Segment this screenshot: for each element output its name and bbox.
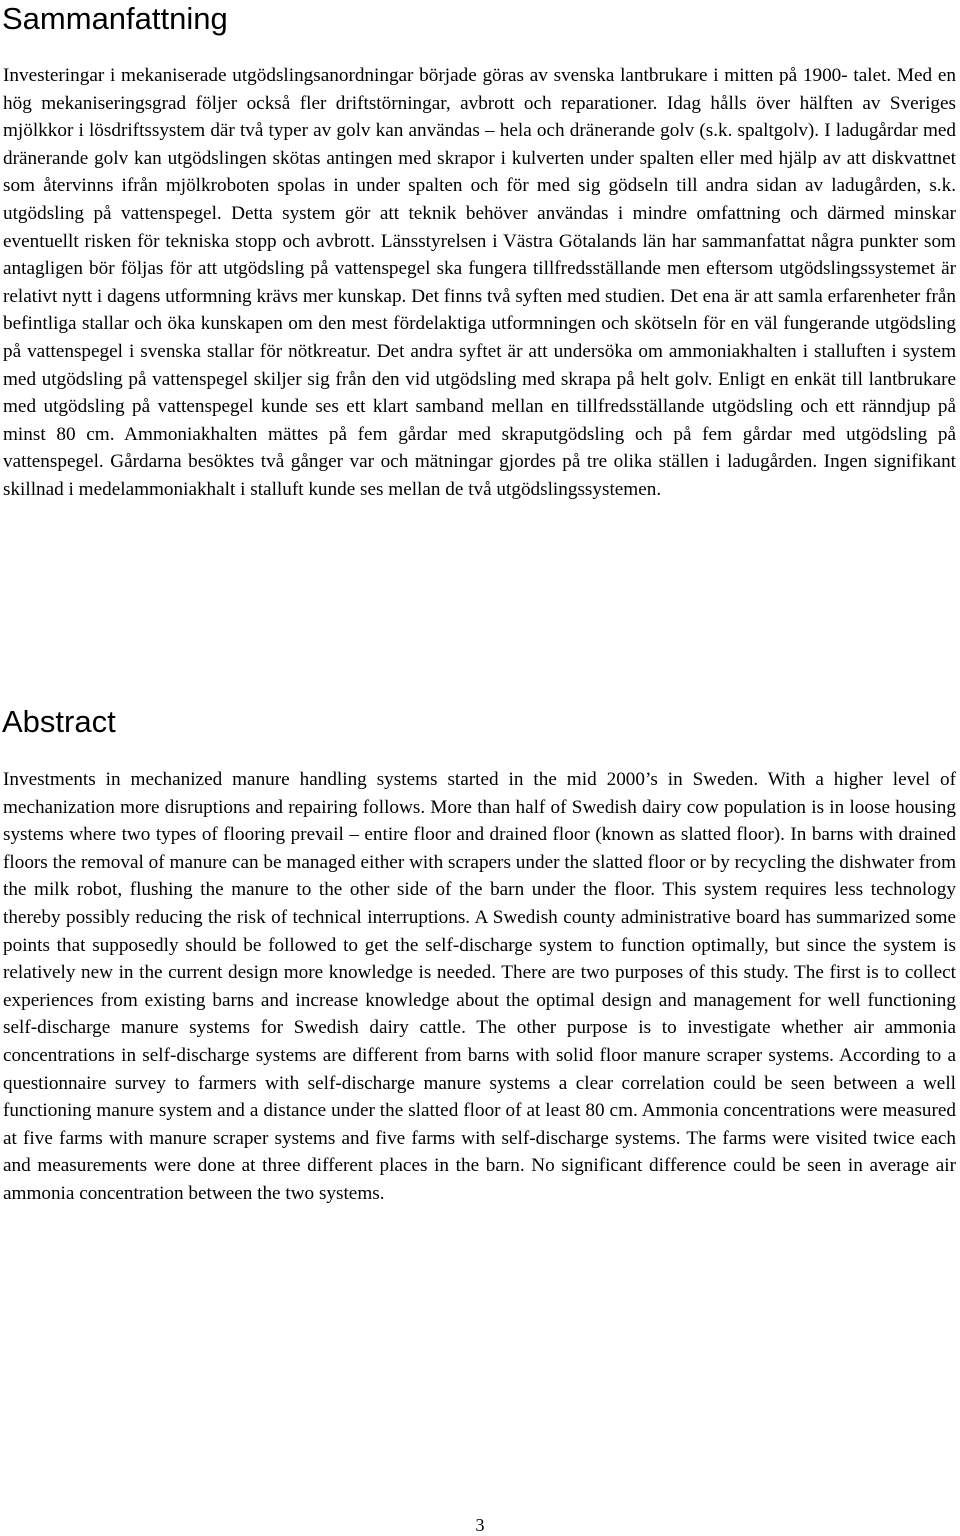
summary-heading: Sammanfattning	[2, 1, 228, 36]
page-number: 3	[475, 1515, 485, 1535]
abstract-heading: Abstract	[2, 704, 116, 739]
abstract-paragraph: Investments in mechanized manure handling systems started in the mid 2000’s in Sweden. With a higher level of mechanization more disruptions and repairing follows. More than half of Swedish dairy cow population is in loose housing systems where two types of flooring prevail – entire floor and drained floor (known as slatted floor). In barns with drained floors the removal of manure can be managed either with scrapers under the slatted floor or by recycling the dishwater from the milk robot, flushing the manure to the other side of the barn under the floor. This system requires less technology thereby possibly reducing the risk of technical interruptions. A Swedish county administrative board has summarized some points that supposedly should be followed to get the self-discharge system to function optimally, but since the system is relatively new in the current design more knowledge is needed. There are two purposes of this study. The first is to collect experiences from existing barns and increase knowledge about the optimal design and management for well functioning self-discharge manure systems for Swedish dairy cattle. The other purpose is to investigate whether air ammonia concentrations in self-discharge systems are different from barns with solid floor manure scraper systems. According to a questionnaire survey to farmers with self-discharge manure systems a clear correlation could be seen between a well functioning manure system and a distance under the slatted floor of at least 80 cm. Ammonia concentrations were measured at five farms with manure scraper systems and five farms with self-discharge systems. The farms were visited twice each and measurements were done at three different places in the barn. No significant difference could be seen in average air ammonia concentration between the two systems.	[3, 769, 956, 1204]
summary-paragraph: Investeringar i mekaniserade utgödslingsanordningar började göras av svenska lantbrukare i mitten på 1900- talet. Med en hög mekaniseringsgrad följer också fler driftstörningar, avbrott och reparationer. Idag hålls över hälften av Sveriges mjölkkor i lösdriftssystem där två typer av golv kan användas – hela och dränerande golv (s.k. spaltgolv). I ladugårdar med dränerande golv kan utgödslingen skötas antingen med skrapor i kulverten under spalten eller med hjälp av att diskvattnet som återvinns ifrån mjölkroboten spolas in under spalten och för med sig gödseln till andra sidan av ladugården, s.k. utgödsling på vattenspegel. Detta system gör att teknik behöver användas i mindre omfattning och därmed minskar eventuellt risken för tekniska stopp och avbrott. Länsstyrelsen i Västra Götalands län har sammanfattat några punkter som antagligen bör följas för att utgödsling på vattenspegel ska fungera tillfredsställande men eftersom utgödslingssystemet är relativt nytt i dagens utformning krävs mer kunskap. Det finns två syften med studien. Det ena är att samla erfarenheter från befintliga stallar och öka kunskapen om den mest fördelaktiga utformningen och skötseln för en väl fungerande utgödsling på vattenspegel i svenska stallar för nötkreatur. Det andra syftet är att undersöka om ammoniakhalten i stalluften i system med utgödsling på vattenspegel skiljer sig från den vid utgödsling med skrapa på helt golv. Enligt en enkät till lantbrukare med utgödsling på vattenspegel kunde ses ett klart samband mellan en tillfredsställande utgödsling och ett ränndjup på minst 80 cm. Ammoniakhalten mättes på fem gårdar med skraputgödsling och på fem gårdar med utgödsling på vattenspegel. Gårdarna besöktes två gånger var och mätningar gjordes på tre olika ställen i ladugården. Ingen signifikant skillnad i medelammoniakhalt i stalluft kunde ses mellan de två utgödslingssystemen.	[3, 65, 956, 500]
